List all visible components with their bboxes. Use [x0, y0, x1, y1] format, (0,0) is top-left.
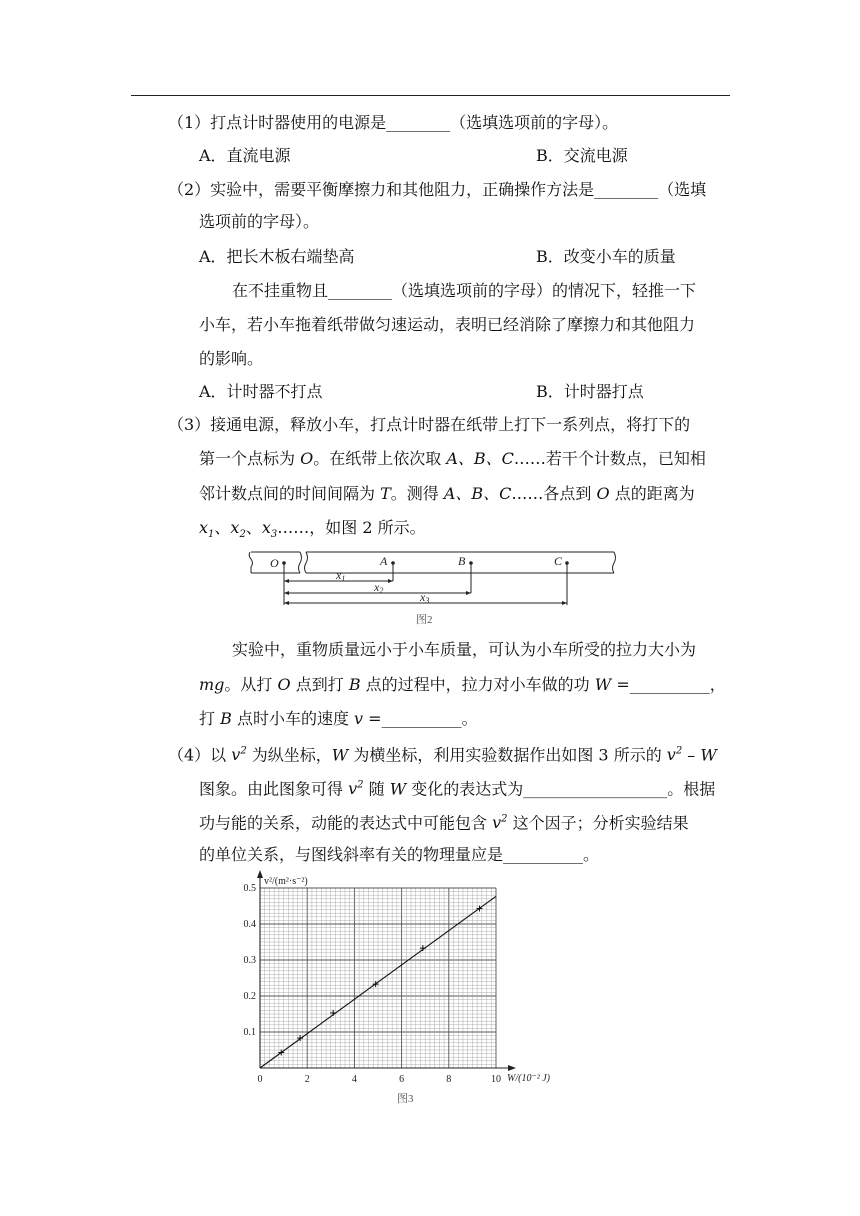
q2-option-a: A．把长木板右端垫高	[199, 247, 355, 266]
q2-condition-line3: 的影响。	[199, 349, 264, 368]
y-tick-label: 0.2	[243, 991, 256, 1002]
figure-2-tape	[248, 545, 618, 627]
q3-para2-line3: 打 B 点时小车的速度 v =__________。	[199, 709, 478, 728]
q2-stem-line2: 选项前的字母）。	[199, 212, 320, 231]
q2-option-a2: A．计时器不打点	[199, 382, 323, 401]
x-tick-label: 0	[257, 1074, 263, 1085]
y-axis-arrow	[257, 870, 263, 878]
q2-option-b: B．改变小车的质量	[536, 247, 676, 266]
data-point	[420, 945, 426, 951]
q3-line3: 邻计数点间的时间间隔为 T。测得 A、B、C……各点到 O 点的距离为	[199, 484, 695, 503]
q3-line1: （3）接通电源，释放小车，打点计时器在纸带上打下一系列点，将打下的	[168, 415, 691, 434]
q2-condition-line2: 小车，若小车拖着纸带做匀速运动，表明已经消除了摩擦力和其他阻力	[199, 315, 696, 334]
figure-3-chart	[228, 870, 568, 1110]
chart-y-label: v²/(m²·s⁻²)	[264, 876, 308, 887]
q3-para2-line1: 实验中，重物质量远小于小车质量，可认为小车所受的拉力大小为	[232, 640, 697, 659]
tape-label-a: A	[380, 554, 388, 568]
y-tick-label: 0.4	[243, 919, 256, 930]
tape-dim-x1: x1	[336, 568, 346, 583]
figure-3-caption: 图3	[397, 1093, 414, 1105]
y-tick-label: 0.5	[243, 883, 256, 894]
q1-stem: （1）打点计时器使用的电源是________（选填选项前的字母）。	[168, 113, 619, 132]
x-tick-label: 8	[446, 1074, 452, 1085]
data-point	[330, 1010, 336, 1016]
q2-option-b2: B．计时器打点	[536, 382, 644, 401]
q4-line3: 功与能的关系，动能的表达式中可能包含 $v^2$ 这个因子；分析实验结果	[199, 813, 689, 833]
tape-dim-x2: x2	[374, 580, 384, 595]
q3-line4: $x_1$、$x_2$、$x_3\dots\dots$，如图 2 所示。	[199, 518, 426, 541]
tape-label-o: O	[270, 556, 279, 570]
chart-x-label: W/(10⁻² J)	[507, 1073, 550, 1084]
q4-line1: （4）以 $v^2$ 为纵坐标，W 为横坐标，利用实验数据作出如图 3 所示的 $v^2$ – W	[168, 745, 717, 765]
q4-line4: 的单位关系，与图线斜率有关的物理量应是__________。	[199, 845, 600, 864]
y-tick-label: 0.3	[243, 955, 256, 966]
tape-dim-x3: x3	[420, 590, 430, 605]
x-tick-label: 4	[351, 1074, 357, 1085]
q1-option-a: A．直流电源	[199, 146, 291, 165]
x-tick-label: 6	[399, 1074, 405, 1085]
figure-2-caption: 图2	[416, 614, 433, 626]
tape-label-c: C	[554, 554, 563, 568]
x-axis-arrow	[508, 1065, 516, 1071]
q1-option-b: B．交流电源	[536, 146, 628, 165]
x-tick-label: 10	[491, 1074, 501, 1085]
q2-condition-line1: 在不挂重物且________（选填选项前的字母）的情况下，轻推一下	[232, 281, 697, 300]
x-tick-label: 2	[304, 1074, 310, 1085]
top-rule	[131, 95, 730, 96]
q3-para2-line2: mg。从打 O 点到打 B 点的过程中，拉力对小车做的功 W =__________，	[199, 675, 726, 694]
tape-label-b: B	[458, 554, 466, 568]
q4-line2: 图象。由此图象可得 $v^2$ 随 W 变化的表达式为__________________。根据	[199, 779, 716, 799]
q3-line2: 第一个点标为 O。在纸带上依次取 A、B、C……若干个计数点，已知相	[199, 449, 706, 468]
y-tick-label: 0.1	[243, 1027, 256, 1038]
q2-stem-line1: （2）实验中，需要平衡摩擦力和其他阻力，正确操作方法是________（选填	[168, 180, 707, 199]
